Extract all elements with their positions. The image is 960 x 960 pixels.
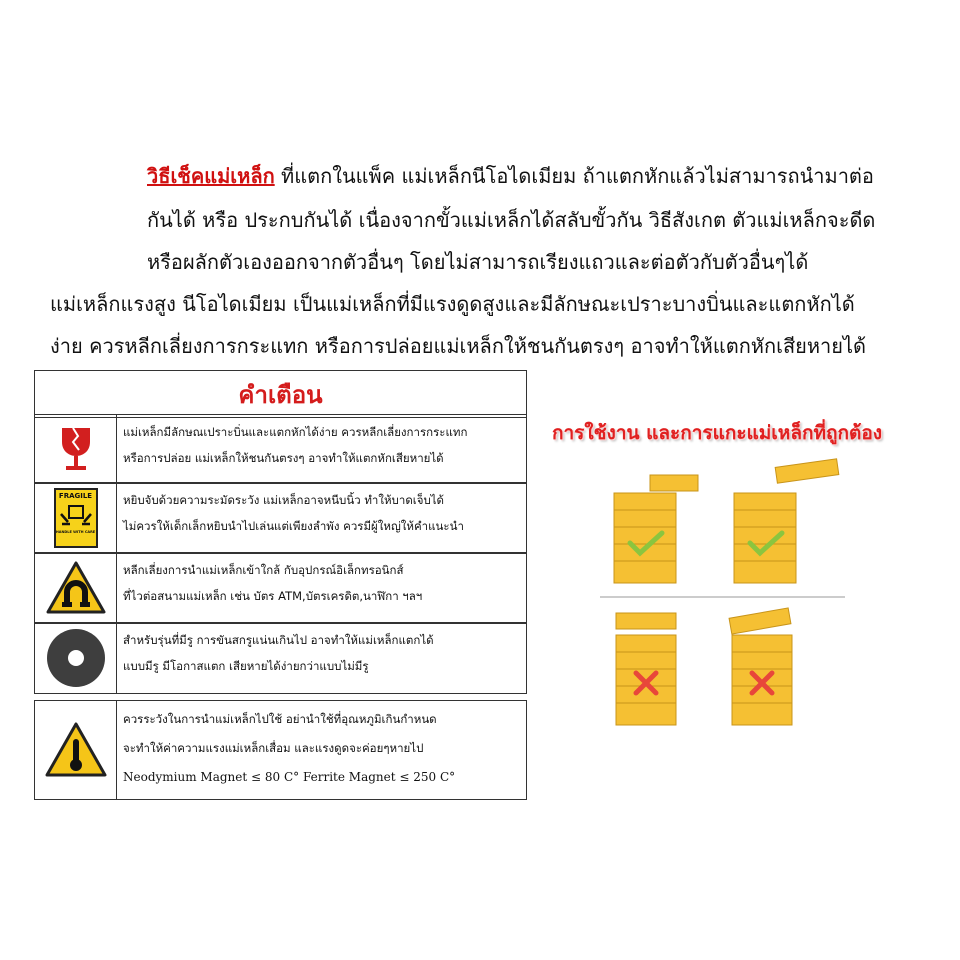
warning-line: Neodymium Magnet ≤ 80 C° Ferrite Magnet ≤ 250 C° <box>123 770 456 784</box>
temperature-warning-icon <box>35 701 117 799</box>
intro-line-1-text: ที่แตกในแพ็ค แม่เหล็กนีโอไดเมียม ถ้าแตกหักแล้วไม่สามารถนำมาต่อ <box>274 164 874 188</box>
ring-magnet-icon <box>35 623 117 693</box>
wrong-example-2 <box>729 608 792 725</box>
warning-text-temperature <box>117 701 526 799</box>
intro-line-4: แม่เหล็กแรงสูง นีโอไดเมียม เป็นแม่เหล็กที่มีแรงดูดสูงและมีลักษณะเปราะบางบิ่นและแตกหักได้ <box>50 292 855 316</box>
intro-line-1 <box>147 160 874 192</box>
intro-line-5: ง่าย ควรหลีกเลี่ยงการกระแทก หรือการปล่อยแม่เหล็กให้ชนกันตรงๆ อาจทำให้แตกหักเสียหายได้ <box>50 334 867 358</box>
correct-example-1 <box>614 475 698 583</box>
warning-line: ไม่ควรให้เด็กเล็กหยิบนำไปเล่นแต่เพียงลำพัง ควรมีผู้ใหญ่ให้คำแนะนำ <box>123 519 464 533</box>
warning-row-fragile <box>34 414 527 484</box>
intro-heading: วิธีเช็คแม่เหล็ก <box>147 164 275 188</box>
warning-row-handle-care <box>34 482 527 554</box>
fragile-handle-with-care-icon <box>35 483 117 553</box>
warning-table <box>34 370 527 418</box>
usage-diagram <box>590 455 910 775</box>
fragile-glass-icon <box>35 415 117 483</box>
warning-text-handle-care <box>117 483 526 553</box>
warning-row-ring <box>34 622 527 694</box>
warning-line: หรือการปล่อย แม่เหล็กให้ชนกันตรงๆ อาจทำให้แตกหักเสียหายได้ <box>123 451 444 465</box>
warning-row-electronics <box>34 552 527 624</box>
usage-title: การใช้งาน และการแกะแม่เหล็กที่ถูกต้อง <box>552 422 883 444</box>
warning-title: คำเตือน <box>35 371 527 418</box>
magnet-warning-icon <box>35 553 117 623</box>
warning-line: หลีกเลี่ยงการนำแม่เหล็กเข้าใกล้ กับอุปกรณ์อิเล็กทรอนิกส์ <box>123 563 404 577</box>
warning-line: แม่เหล็กมีลักษณเปราะบิ่นและแตกหักได้ง่าย ควรหลีกเลี่ยงการกระแทก <box>123 425 468 439</box>
warning-text-ring <box>117 623 526 693</box>
warning-row-temperature <box>34 700 527 800</box>
warning-line: หยิบจับด้วยความระมัดระวัง แม่เหล็กอาจหนีบนิ้ว ทำให้บาดเจ็บได้ <box>123 493 445 507</box>
warning-line: จะทำให้ค่าความแรงแม่เหล็กเสื่อม และแรงดูดจะค่อยๆหายไป <box>123 741 424 755</box>
wrong-example-1 <box>616 613 676 725</box>
warning-line: ที่ไวต่อสนามแม่เหล็ก เช่น บัตร ATM,บัตรเครดิต,นาฬิกา ฯลฯ <box>123 589 423 603</box>
intro-line-3: หรือผลักตัวเองออกจากตัวอื่นๆ โดยไม่สามารถเรียงแถวและต่อตัวกับตัวอื่นๆได้ <box>147 250 809 274</box>
warning-line: ควรระวังในการนำแม่เหล็กไปใช้ อย่านำใช้ที่อุณหภูมิเกินกำหนด <box>123 712 437 726</box>
warning-line: สำหรับรุ่นที่มีรู การขันสกรูแน่นเกินไป อาจทำให้แม่เหล็กแตกได้ <box>123 633 434 647</box>
correct-example-2 <box>734 459 839 583</box>
warning-line: แบบมีรู มีโอกาสแตก เสียหายได้ง่ายกว่าแบบไม่มีรู <box>123 659 369 673</box>
intro-line-2: กันได้ หรือ ประกบกันได้ เนื่องจากขั้วแม่เหล็กได้สลับขั้วกัน วิธีสังเกต ตัวแม่เหล็กจะดีด <box>147 208 876 232</box>
handle-with-care-label: HANDLE WITH CARE <box>55 530 96 534</box>
warning-text-fragile <box>117 415 526 483</box>
fragile-label: FRAGILE <box>58 492 93 500</box>
warning-text-electronics <box>117 553 526 623</box>
